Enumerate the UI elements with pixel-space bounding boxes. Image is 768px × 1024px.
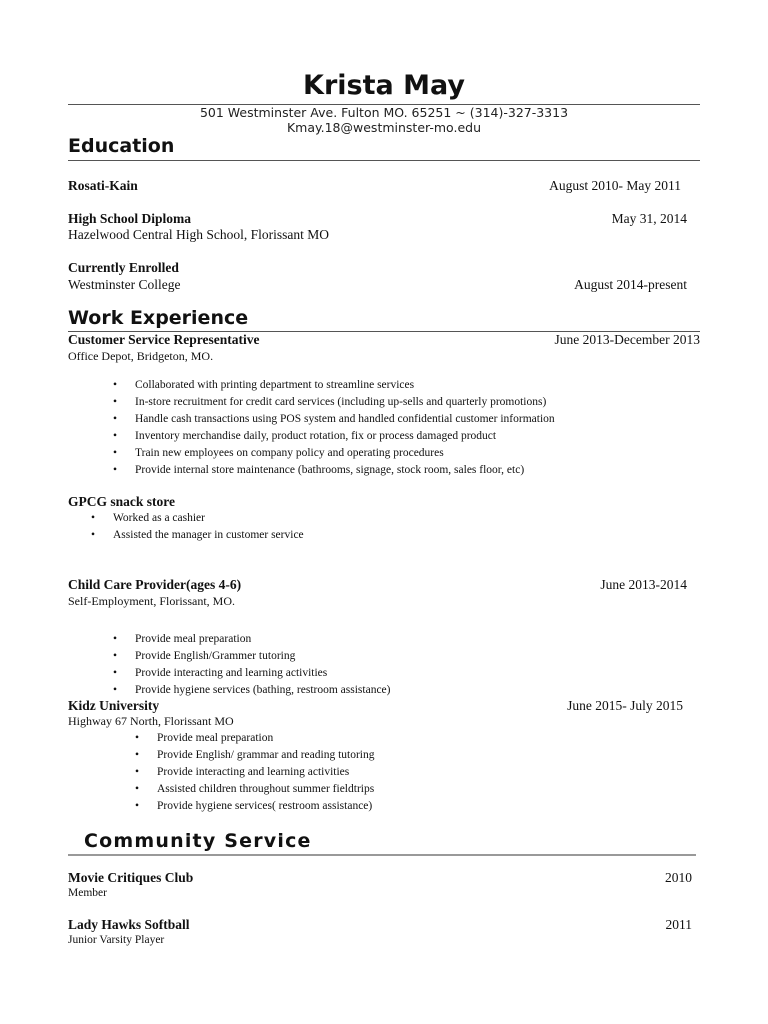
- job-bullets-kidz-university: [135, 730, 375, 815]
- list-item: • Assisted the manager in customer service: [91, 527, 304, 544]
- community-year-softball: 2011: [665, 917, 692, 932]
- education-heading: Education: [68, 135, 175, 157]
- job-place-self-employment: Self-Employment, Florissant, MO.: [68, 594, 235, 608]
- job-date-child-care: June 2013-2014: [600, 577, 687, 592]
- list-item: • Provide meal preparation: [135, 730, 375, 747]
- education-date-rosati-kain: August 2010- May 2011: [549, 178, 681, 193]
- job-date-kidz-university: June 2015- July 2015: [567, 698, 683, 713]
- community-service-divider: [68, 854, 696, 856]
- community-title-softball: Lady Hawks Softball: [68, 917, 190, 932]
- education-school-hazelwood: Hazelwood Central High School, Florissant MO: [68, 227, 329, 242]
- resume-name: Krista May: [303, 70, 465, 101]
- contact-email: Kmay.18@westminster-mo.edu: [286, 120, 481, 135]
- list-item: • Provide meal preparation: [113, 631, 390, 648]
- education-date-diploma: May 31, 2014: [611, 211, 687, 226]
- list-item: • Provide English/ grammar and reading tutoring: [135, 747, 375, 764]
- job-bullets-customer-service: [113, 377, 555, 479]
- job-place-office-depot: Office Depot, Bridgeton, MO.: [68, 349, 214, 363]
- list-item: • Provide hygiene services( restroom assistance): [135, 798, 375, 815]
- education-title-rosati-kain: Rosati-Kain: [68, 178, 138, 193]
- job-title-child-care: Child Care Provider(ages 4-6): [68, 577, 242, 592]
- list-item: • Inventory merchandise daily, product rotation, fix or process damaged product: [113, 428, 555, 445]
- list-item: • Provide hygiene services (bathing, restroom assistance): [113, 682, 390, 699]
- list-item: • Handle cash transactions using POS system and handled confidential customer information: [113, 411, 555, 428]
- job-title-kidz-university: Kidz University: [68, 698, 160, 713]
- job-title-gpcg: GPCG snack store: [68, 494, 175, 509]
- community-year-movie-club: 2010: [665, 870, 692, 885]
- list-item: • Train new employees on company policy and operating procedures: [113, 445, 555, 462]
- job-place-highway-67: Highway 67 North, Florissant MO: [68, 714, 234, 728]
- list-item: • In-store recruitment for credit card services (including up-sells and quarterly promotions): [113, 394, 555, 411]
- education-title-diploma: High School Diploma: [68, 211, 192, 226]
- education-divider: [68, 160, 700, 161]
- list-item: • Provide interacting and learning activities: [113, 665, 390, 682]
- education-title-enrolled: Currently Enrolled: [68, 260, 179, 275]
- list-item: • Provide English/Grammer tutoring: [113, 648, 390, 665]
- list-item: • Provide interacting and learning activities: [135, 764, 375, 781]
- job-bullets-child-care: [113, 631, 390, 699]
- list-item: • Provide internal store maintenance (bathrooms, signage, stock room, sales floor, etc): [113, 462, 555, 479]
- list-item: • Worked as a cashier: [91, 510, 304, 527]
- job-bullets-gpcg: [91, 510, 304, 544]
- community-role-softball: Junior Varsity Player: [68, 934, 165, 946]
- education-school-westminster: Westminster College: [68, 277, 181, 292]
- list-item: • Collaborated with printing department to streamline services: [113, 377, 555, 394]
- work-experience-heading: Work Experience: [68, 307, 249, 329]
- community-title-movie-club: Movie Critiques Club: [68, 870, 194, 885]
- contact-address-line: 501 Westminster Ave. Fulton MO. 65251 ~ (314)-327-3313: [199, 105, 569, 120]
- job-title-customer-service: Customer Service Representative: [68, 332, 260, 347]
- education-date-enrolled: August 2014-present: [574, 277, 687, 292]
- community-role-movie-club: Member: [68, 887, 107, 899]
- job-date-customer-service: June 2013-December 2013: [554, 332, 700, 347]
- community-service-heading: Community Service: [84, 830, 312, 852]
- list-item: • Assisted children throughout summer fieldtrips: [135, 781, 375, 798]
